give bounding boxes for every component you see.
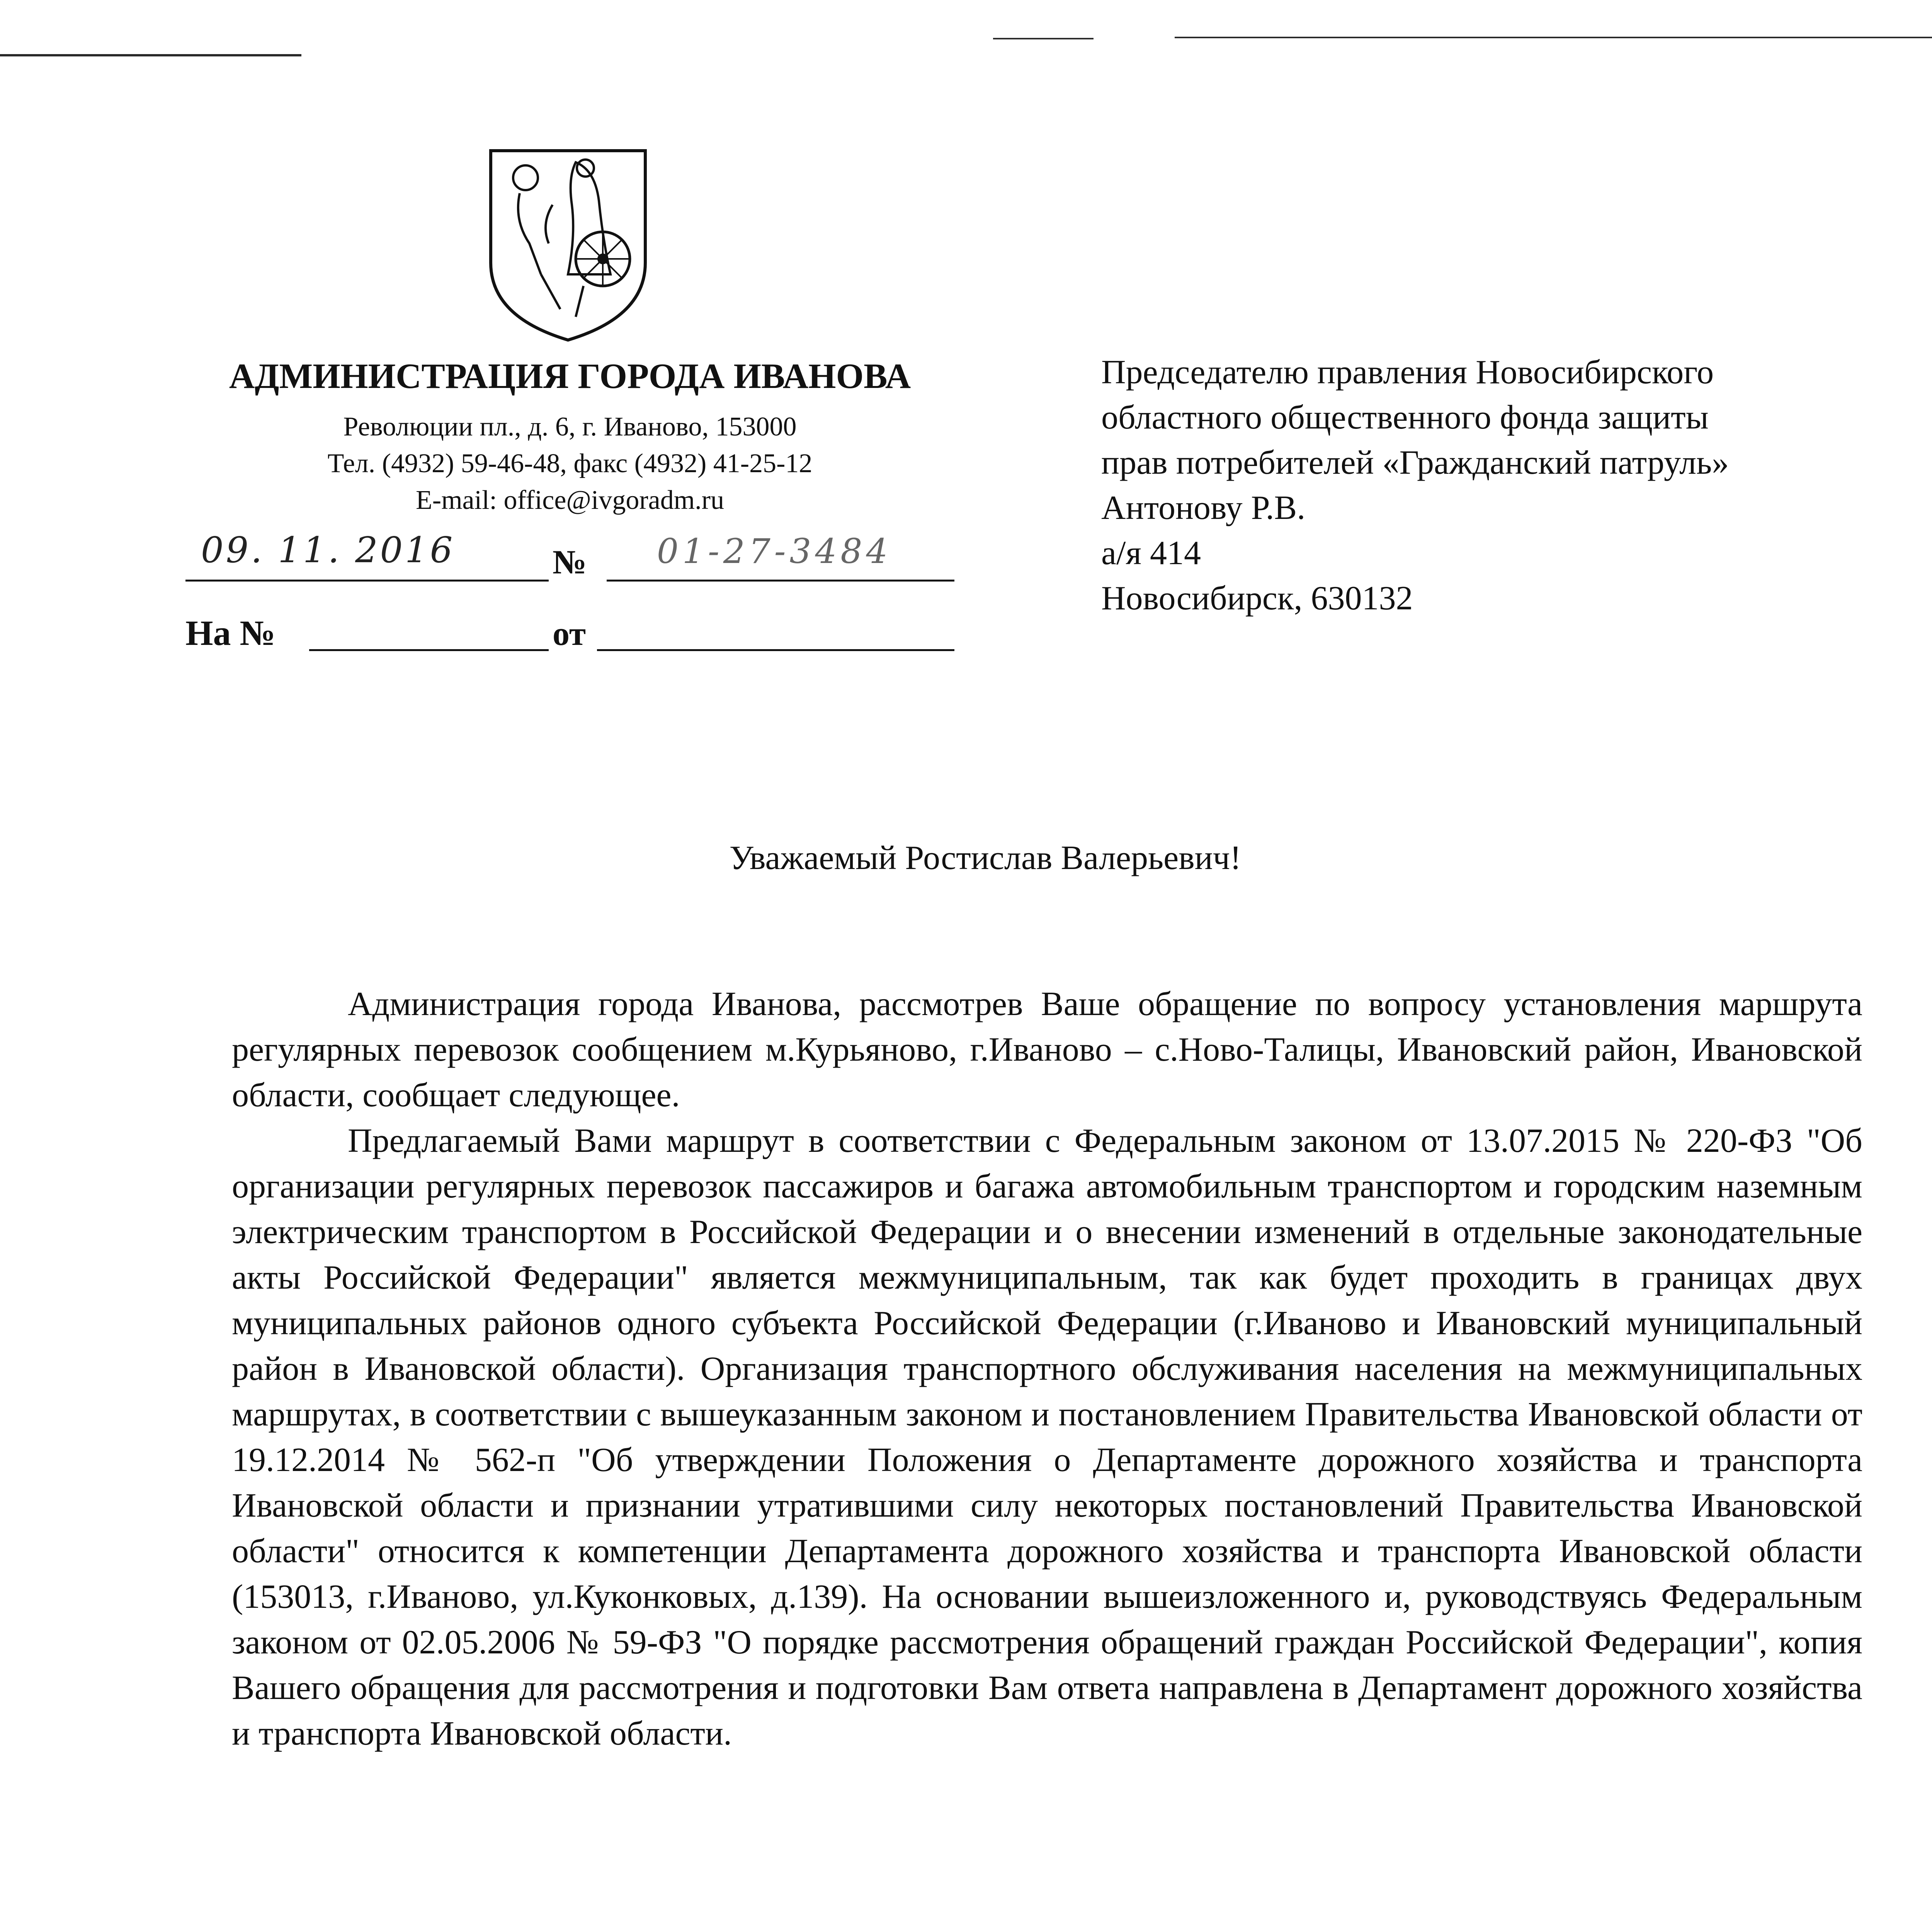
organization-phone: Тел. (4932) 59-46-48, факс (4932) 41-25-12 <box>327 449 813 478</box>
recipient-line: Новосибирск, 630132 <box>1101 580 1413 617</box>
salutation: Уважаемый Ростислав Валерьевич! <box>729 839 1242 877</box>
outgoing-date: 09. 11. 2016 <box>201 529 455 571</box>
outgoing-number-label: № <box>553 544 587 581</box>
incoming-from-label: от <box>553 615 586 653</box>
organization-address: Революции пл., д. 6, г. Иваново, 153000 <box>343 412 797 442</box>
body-paragraph: Администрация города Иванова, рассмотрев Ваше обращение по вопросу установления маршрута регулярных перевозок сообщением м.Курьяново, г.Иваново – с.Ново-Талицы, Ивановский район, Ивановской области, сообщает следующее. <box>232 985 1862 1114</box>
incoming-from-underline <box>597 649 954 651</box>
body-paragraph: Предлагаемый Вами маршрут в соответствии с Федеральным законом от 13.07.2015 № 220-ФЗ "Об организации регулярных перевозок пассажиров и багажа автомобильным транспортом и городским наземным электрическим транспортом в Российской Федерации и о внесении изменений в отдельные законодательные акты Российской Федерации" является межмуниципальным, так как будет проходить в границах двух муниципальных районов одного субъекта Российской Федерации (г.Иваново и Ивановский муниципальный район в Ивановской области). Организация транспортного обслуживания населения на межмуниципальных маршрутах, в соответствии с вышеуказанным законом и постановлением Правительства Ивановской области от 19.12.2014 № 562-п "Об утверждении Положения о Департаменте дорожного хозяйства и транспорта Ивановской области и признании утратившими силу некоторых постановлений Правительства Ивановской области" относится к компетенции Департамента дорожного хозяйства и транспорта Ивановской области (153013, г.Иваново, ул.Куконковых, д.139). На основании вышеизложенного и, руководствуясь Федеральным законом от 02.05.2006 № 59-ФЗ "О порядке рассмотрения обращений граждан Российской Федерации", копия Вашего обращения для рассмотрения и подготовки Вам ответа направлена в Департамент дорожного хозяйства и транспорта Ивановской области. <box>232 1122 1862 1752</box>
incoming-number-label: На № <box>185 613 276 653</box>
recipient-line: областного общественного фонда защиты <box>1101 399 1709 437</box>
outgoing-number-underline <box>607 580 954 582</box>
recipient-line: Антонову Р.В. <box>1101 489 1306 527</box>
recipient-block <box>1101 350 1729 621</box>
recipient-line: Председателю правления Новосибирского <box>1101 354 1714 391</box>
scan-artifact-line <box>993 38 1094 39</box>
recipient-line: а/я 414 <box>1101 534 1201 572</box>
scan-artifact-line <box>1175 37 1932 38</box>
scan-artifact-line <box>0 54 301 56</box>
outgoing-number: 01-27-3484 <box>657 531 892 571</box>
organization-email: E-mail: office@ivgoradm.ru <box>416 485 724 515</box>
recipient-line: прав потребителей «Гражданский патруль» <box>1101 444 1729 482</box>
organization-name: АДМИНИСТРАЦИЯ ГОРОДА ИВАНОВА <box>229 356 911 396</box>
incoming-number-underline <box>309 649 549 651</box>
coat-of-arms-icon <box>483 147 653 344</box>
outgoing-date-underline <box>185 580 549 582</box>
letter-body <box>232 981 1862 1757</box>
